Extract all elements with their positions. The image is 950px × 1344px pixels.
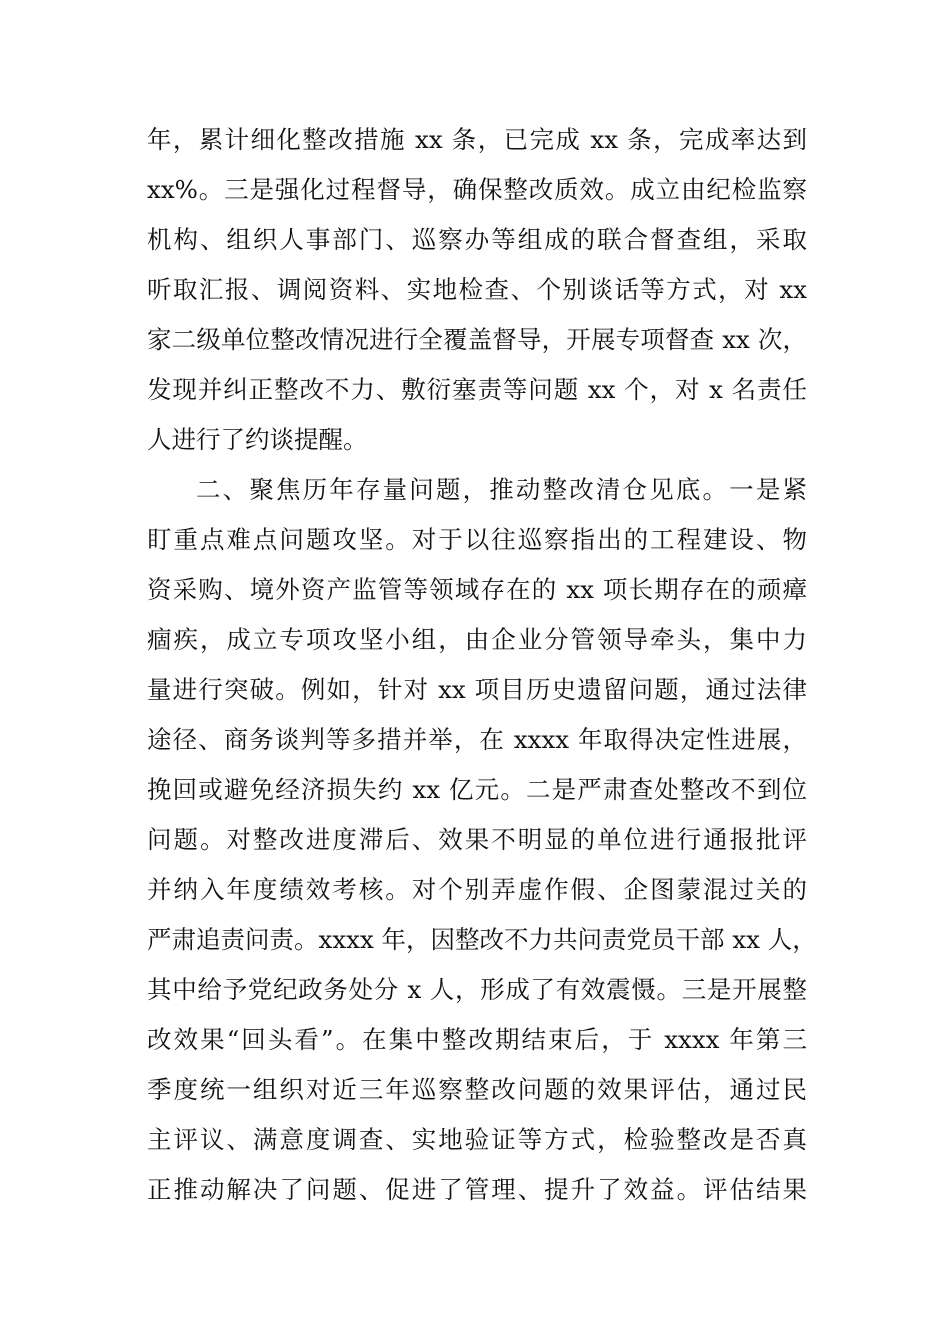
text-line: 改效果“回头看”。在集中整改期结束后，于 xxxx 年第三 xyxy=(147,1025,807,1054)
text-line: 途径、商务谈判等多措并举，在 xxxx 年取得决定性进展， xyxy=(147,725,807,754)
text-line: 正推动解决了问题、促进了管理、提升了效益。评估结果 xyxy=(147,1175,807,1204)
text-line: 问题。对整改进度滞后、效果不明显的单位进行通报批评 xyxy=(147,825,807,854)
text-line: 量进行突破。例如，针对 xx 项目历史遗留问题，通过法律 xyxy=(147,675,807,704)
text-line: 严肃追责问责。xxxx 年，因整改不力共问责党员干部 xx 人， xyxy=(147,925,817,954)
text-line: 资采购、境外资产监管等领域存在的 xx 项长期存在的顽瘴 xyxy=(147,575,807,604)
text-line: 家二级单位整改情况进行全覆盖督导，开展专项督查 xx 次， xyxy=(147,325,807,354)
text-line: 机构、组织人事部门、巡察办等组成的联合督查组，采取 xyxy=(147,225,807,254)
text-line: 其中给予党纪政务处分 x 人，形成了有效震慑。三是开展整 xyxy=(147,975,807,1004)
section-heading-line: 二、聚焦历年存量问题，推动整改清仓见底。一是紧 xyxy=(196,475,807,504)
text-line: 并纳入年度绩效考核。对个别弄虚作假、企图蒙混过关的 xyxy=(147,875,807,904)
text-line: 人进行了约谈提醒。 xyxy=(147,425,368,454)
text-line: 季度统一组织对近三年巡察整改问题的效果评估，通过民 xyxy=(147,1075,807,1104)
text-line: 挽回或避免经济损失约 xx 亿元。二是严肃查处整改不到位 xyxy=(147,775,807,804)
text-line: xx%。三是强化过程督导，确保整改质效。成立由纪检监察 xyxy=(147,175,807,204)
text-line: 盯重点难点问题攻坚。对于以往巡察指出的工程建设、物 xyxy=(147,525,807,554)
text-line: 年，累计细化整改措施 xx 条，已完成 xx 条，完成率达到 xyxy=(147,125,807,154)
text-line: 听取汇报、调阅资料、实地检查、个别谈话等方式，对 xx xyxy=(147,275,807,304)
text-line: 发现并纠正整改不力、敷衍塞责等问题 xx 个，对 x 名责任 xyxy=(147,375,807,404)
text-line: 主评议、满意度调查、实地验证等方式，检验整改是否真 xyxy=(147,1125,807,1154)
text-line: 痼疾，成立专项攻坚小组，由企业分管领导牵头，集中力 xyxy=(147,625,807,654)
